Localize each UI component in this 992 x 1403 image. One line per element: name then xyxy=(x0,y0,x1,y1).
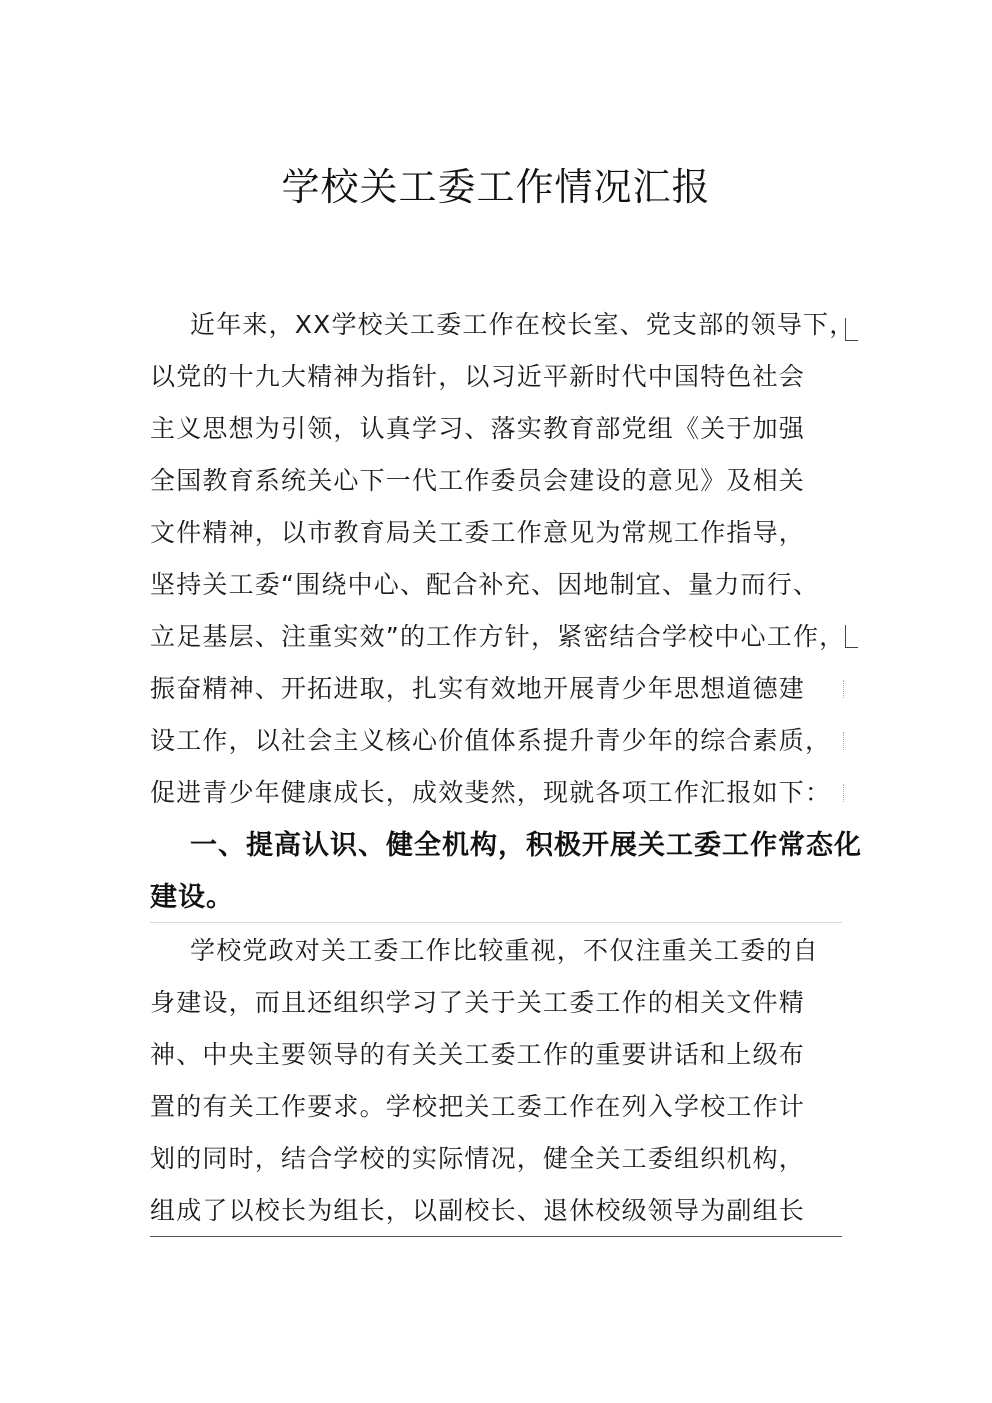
margin-tick xyxy=(843,680,844,698)
intro-line: 振奋精神、开拓进取，扎实有效地开展青少年思想道德建 xyxy=(150,674,806,703)
body-line: 神、中央主要领导的有关关工委工作的重要讲话和上级布 xyxy=(150,1040,806,1069)
body-line: 组成了以校长为组长，以副校长、退休校级领导为副组长 xyxy=(150,1196,806,1225)
body-line: 学校党政对关工委工作比较重视，不仅注重关工委的自 xyxy=(190,936,819,965)
margin-tick xyxy=(843,732,844,750)
intro-line: 立足基层、注重实效”的工作方针，紧密结合学校中心工作， xyxy=(150,622,846,651)
intro-line: 以党的十九大精神为指针，以习近平新时代中国特色社会 xyxy=(150,362,806,391)
body-line: 划的同时，结合学校的实际情况，健全关工委组织机构， xyxy=(150,1144,806,1173)
intro-line: 促进青少年健康成长，成效斐然，现就各项工作汇报如下： xyxy=(150,778,832,807)
document-title: 学校关工委工作情况汇报 xyxy=(281,165,711,209)
intro-line: 设工作，以社会主义核心价值体系提升青少年的综合素质， xyxy=(150,726,832,755)
section-heading: 一、提高认识、健全机构，积极开展关工委工作常态化 xyxy=(190,830,862,861)
margin-tick xyxy=(843,784,844,802)
section-divider xyxy=(150,922,842,923)
intro-line: 主义思想为引领，认真学习、落实教育部党组《关于加强 xyxy=(150,414,806,443)
intro-line: 近年来，XX学校关工委工作在校长室、党支部的领导下， xyxy=(190,310,856,339)
body-line: 身建设，而且还组织学习了关于关工委工作的相关文件精 xyxy=(150,988,806,1017)
intro-line: 坚持关工委“围绕中心、配合补充、因地制宜、量力而行、 xyxy=(150,570,820,599)
margin-marker xyxy=(845,625,858,648)
page-bottom-rule xyxy=(150,1236,842,1237)
intro-line: 文件精神，以市教育局关工委工作意见为常规工作指导， xyxy=(150,518,806,547)
margin-marker xyxy=(845,318,858,341)
body-line: 置的有关工作要求。学校把关工委工作在列入学校工作计 xyxy=(150,1092,806,1121)
section-heading: 建设。 xyxy=(150,882,234,913)
intro-line: 全国教育系统关心下一代工作委员会建设的意见》及相关 xyxy=(150,466,806,495)
